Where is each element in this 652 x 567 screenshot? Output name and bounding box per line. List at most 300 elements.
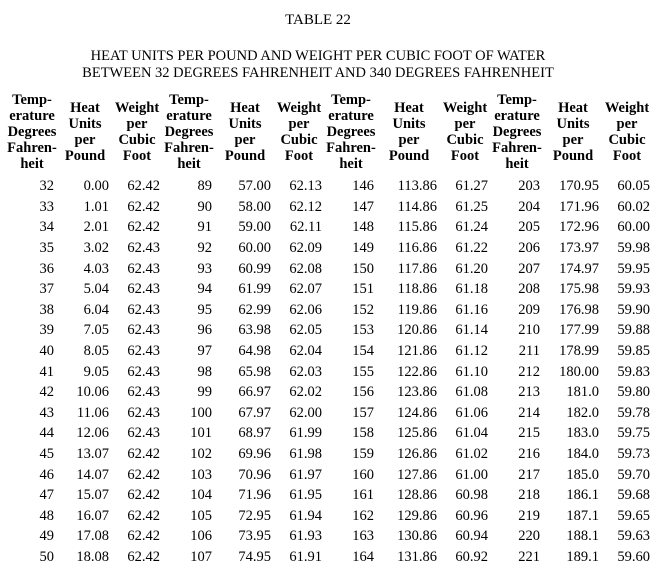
temperature-cell: 215 [518,425,540,442]
weight-cell: 62.42 [127,466,160,483]
header-line: Heat [558,100,588,116]
weight-cell: 62.43 [127,281,160,298]
temperature-header [6,88,58,176]
heat-units-cell: 0.00 [83,178,109,195]
weight-cell: 59.75 [617,425,650,442]
heat-units-cell: 72.95 [238,507,271,524]
table-row [6,423,652,444]
temperature-cell: 211 [518,343,540,360]
temperature-cell: 153 [352,322,374,339]
heat-units-cell: 118.86 [397,281,437,298]
weight-header [440,88,490,176]
header-line: Weight [114,100,160,116]
temperature-cell: 214 [518,404,540,421]
heat-units-cell: 65.98 [238,363,271,380]
heat-units-cell: 116.86 [397,240,437,257]
weight-cell: 59.68 [617,487,650,504]
temperature-cell: 210 [518,322,540,339]
header-line: Weight [276,100,322,116]
header-line: Pound [388,148,430,164]
temperature-cell: 206 [518,240,540,257]
temperature-cell: 104 [190,487,212,504]
heat-units-cell: 10.06 [76,384,109,401]
heat-units-cell: 13.07 [76,446,109,463]
temperature-cell: 208 [518,281,540,298]
header-line: Foot [284,148,314,164]
heat-units-cell: 113.86 [397,178,437,195]
temperature-cell: 39 [39,322,54,339]
weight-cell: 60.98 [455,487,488,504]
weight-cell: 61.02 [455,446,488,463]
water-properties-table [6,88,652,567]
temperature-cell: 159 [352,446,374,463]
header-line: heit [20,156,44,172]
heat-units-cell: 5.04 [83,281,109,298]
heat-units-header [544,88,602,176]
heat-units-cell: 57.00 [238,178,271,195]
temperature-cell: 34 [39,219,54,236]
weight-cell: 62.43 [127,240,160,257]
temperature-cell: 160 [352,466,374,483]
weight-cell: 62.42 [127,219,160,236]
temperature-cell: 216 [518,446,540,463]
temperature-cell: 32 [39,178,54,195]
weight-cell: 61.25 [455,198,488,215]
table-row [6,464,652,485]
temperature-cell: 106 [190,528,212,545]
table-row [6,320,652,341]
header-line: Pound [552,148,594,164]
weight-cell: 62.42 [127,446,160,463]
header-line: Temp- [12,92,52,108]
weight-cell: 59.88 [617,322,650,339]
weight-cell: 61.06 [455,404,488,421]
header-line: Weight [442,100,488,116]
temperature-cell: 103 [190,466,212,483]
heat-units-cell: 130.86 [397,528,437,545]
header-line: Units [392,116,426,132]
heat-units-cell: 115.86 [397,219,437,236]
header-line: Pound [224,148,266,164]
temperature-cell: 146 [352,178,374,195]
header-line: Fahren- [164,140,214,156]
heat-units-cell: 8.05 [83,343,109,360]
header-line: Heat [394,100,424,116]
temperature-cell: 218 [518,487,540,504]
temperature-header [162,88,216,176]
weight-cell: 62.42 [127,507,160,524]
weight-cell: 61.95 [289,487,322,504]
temperature-cell: 95 [197,301,212,318]
temperature-cell: 209 [518,301,540,318]
table-row [6,485,652,506]
temperature-cell: 35 [39,240,54,257]
weight-cell: 62.11 [289,219,322,236]
temperature-cell: 101 [190,425,212,442]
weight-cell: 62.03 [289,363,322,380]
temperature-cell: 43 [39,404,54,421]
temperature-cell: 161 [352,487,374,504]
heat-units-cell: 6.04 [83,301,109,318]
weight-cell: 62.43 [127,322,160,339]
weight-cell: 59.95 [617,260,650,277]
header-line: erature [328,108,374,124]
temperature-cell: 33 [39,198,54,215]
temperature-cell: 156 [352,384,374,401]
temperature-cell: 155 [352,363,374,380]
heat-units-cell: 69.96 [238,446,271,463]
weight-cell: 61.20 [455,260,488,277]
heat-units-cell: 178.99 [559,343,599,360]
heat-units-cell: 64.98 [238,343,271,360]
weight-header [602,88,652,176]
header-line: per [616,116,638,132]
temperature-cell: 149 [352,240,374,257]
heat-units-cell: 177.99 [559,322,599,339]
header-line: per [74,132,96,148]
heat-units-header [216,88,274,176]
table-row [6,217,652,238]
temperature-cell: 91 [197,219,212,236]
header-line: erature [9,108,55,124]
weight-cell: 61.91 [289,548,322,565]
temperature-cell: 97 [197,343,212,360]
table-row [6,197,652,218]
weight-cell: 62.43 [127,343,160,360]
heat-units-cell: 180.00 [559,363,599,380]
heat-units-cell: 67.97 [238,404,271,421]
header-line: per [398,132,420,148]
table-row [6,300,652,321]
weight-cell: 62.12 [289,198,322,215]
temperature-cell: 105 [190,507,212,524]
weight-cell: 61.04 [455,425,488,442]
table-number: TABLE 22 [285,12,351,28]
header-line: per [454,116,476,132]
weight-cell: 61.24 [455,219,488,236]
temperature-cell: 148 [352,219,374,236]
weight-cell: 59.98 [617,240,650,257]
temperature-cell: 158 [352,425,374,442]
header-line: Cubic [446,132,484,148]
temperature-cell: 212 [518,363,540,380]
header-line: heit [339,156,363,172]
heat-units-cell: 14.07 [76,466,109,483]
heat-units-cell: 189.1 [566,548,599,565]
temperature-cell: 164 [352,548,374,565]
weight-cell: 62.42 [127,548,160,565]
heat-units-cell: 17.08 [76,528,109,545]
weight-cell: 61.18 [455,281,488,298]
heat-units-cell: 186.1 [566,487,599,504]
header-line: Units [68,116,102,132]
header-line: erature [166,108,212,124]
header-line: Fahren- [492,140,542,156]
header-line: Temp- [331,92,371,108]
heat-units-cell: 62.99 [238,301,271,318]
temperature-cell: 47 [39,487,54,504]
weight-cell: 61.22 [455,240,488,257]
heat-units-cell: 188.1 [566,528,599,545]
weight-cell: 62.43 [127,301,160,318]
temperature-cell: 217 [518,466,540,483]
heat-units-cell: 3.02 [83,240,109,257]
weight-cell: 62.42 [127,528,160,545]
weight-cell: 61.12 [455,343,488,360]
heat-units-cell: 181.0 [566,384,599,401]
temperature-cell: 46 [39,466,54,483]
heat-units-cell: 183.0 [566,425,599,442]
weight-cell: 62.13 [289,178,322,195]
heat-units-cell: 129.86 [397,507,437,524]
header-line: Degrees [326,124,376,140]
header-line: Cubic [608,132,646,148]
temperature-cell: 150 [352,260,374,277]
weight-cell: 59.93 [617,281,650,298]
header-line: Foot [612,148,642,164]
header-line: Temp- [497,92,537,108]
temperature-cell: 99 [197,384,212,401]
temperature-cell: 147 [352,198,374,215]
weight-cell: 61.10 [455,363,488,380]
heat-units-header [378,88,440,176]
table-row [6,444,652,465]
temperature-header [490,88,544,176]
heat-units-cell: 119.86 [397,301,437,318]
weight-cell: 60.96 [455,507,488,524]
heat-units-cell: 7.05 [83,322,109,339]
heat-units-cell: 58.00 [238,198,271,215]
table-row [6,258,652,279]
heat-units-cell: 173.97 [559,240,599,257]
header-line: Fahren- [7,140,57,156]
header-line: Units [556,116,590,132]
temperature-cell: 151 [352,281,374,298]
heat-units-cell: 176.98 [559,301,599,318]
weight-cell: 59.73 [617,446,650,463]
heat-units-cell: 60.99 [238,260,271,277]
header-row [6,88,652,176]
weight-cell: 60.05 [617,178,650,195]
weight-cell: 59.60 [617,548,650,565]
temperature-cell: 45 [39,446,54,463]
temperature-cell: 89 [197,178,212,195]
temperature-cell: 204 [518,198,540,215]
table-row [6,279,652,300]
heat-units-cell: 11.06 [76,404,109,421]
weight-cell: 61.98 [289,446,322,463]
heat-units-cell: 15.07 [76,487,109,504]
heat-units-cell: 120.86 [397,322,437,339]
temperature-cell: 94 [197,281,212,298]
temperature-cell: 219 [518,507,540,524]
weight-cell: 62.00 [289,404,322,421]
heat-units-cell: 114.86 [397,198,437,215]
header-line: per [234,132,256,148]
weight-cell: 62.04 [289,343,322,360]
table-body [6,176,652,567]
temperature-cell: 49 [39,528,54,545]
header-line: Fahren- [326,140,376,156]
weight-cell: 59.83 [617,363,650,380]
weight-cell: 59.80 [617,384,650,401]
weight-cell: 62.05 [289,322,322,339]
table-row [6,403,652,424]
temperature-cell: 100 [190,404,212,421]
temperature-cell: 44 [39,425,54,442]
weight-cell: 62.43 [127,363,160,380]
header-line: Temp- [169,92,209,108]
header-line: Heat [70,100,100,116]
heat-units-cell: 73.95 [238,528,271,545]
temperature-cell: 205 [518,219,540,236]
weight-cell: 62.09 [289,240,322,257]
heat-units-cell: 121.86 [397,343,437,360]
weight-cell: 59.63 [617,528,650,545]
weight-cell: 60.02 [617,198,650,215]
heat-units-cell: 172.96 [559,219,599,236]
heat-units-cell: 185.0 [566,466,599,483]
temperature-cell: 152 [352,301,374,318]
weight-cell: 62.43 [127,425,160,442]
temperature-cell: 107 [190,548,212,565]
heat-units-cell: 182.0 [566,404,599,421]
temperature-cell: 37 [39,281,54,298]
temperature-cell: 98 [197,363,212,380]
temperature-cell: 41 [39,363,54,380]
heat-units-cell: 175.98 [559,281,599,298]
weight-cell: 61.93 [289,528,322,545]
weight-cell: 61.97 [289,466,322,483]
weight-header [112,88,162,176]
table-row [6,361,652,382]
table-row [6,382,652,403]
heat-units-cell: 123.86 [397,384,437,401]
weight-cell: 62.43 [127,260,160,277]
heat-units-header [58,88,112,176]
heat-units-cell: 128.86 [397,487,437,504]
table-row [6,547,652,567]
table-row [6,238,652,259]
header-line: Degrees [164,124,214,140]
title-line-2: BETWEEN 32 DEGREES FAHRENHEIT AND 340 DEGREES FAHRENHEIT [82,65,554,81]
heat-units-cell: 9.05 [83,363,109,380]
temperature-cell: 50 [39,548,54,565]
weight-cell: 60.92 [455,548,488,565]
temperature-cell: 36 [39,260,54,277]
heat-units-cell: 127.86 [397,466,437,483]
heat-units-cell: 170.95 [559,178,599,195]
heat-units-cell: 122.86 [397,363,437,380]
temperature-cell: 221 [518,548,540,565]
weight-cell: 62.43 [127,384,160,401]
table-title [0,48,636,82]
temperature-cell: 203 [518,178,540,195]
heat-units-cell: 61.99 [238,281,271,298]
weight-cell: 60.94 [455,528,488,545]
header-line: heit [177,156,201,172]
temperature-cell: 93 [197,260,212,277]
heat-units-cell: 63.98 [238,322,271,339]
heat-units-cell: 1.01 [83,198,109,215]
heat-units-cell: 117.86 [397,260,437,277]
header-line: per [126,116,148,132]
heat-units-cell: 60.00 [238,240,271,257]
table-row [6,176,652,197]
heat-units-cell: 12.06 [76,425,109,442]
table-row [6,506,652,527]
heat-units-cell: 16.07 [76,507,109,524]
temperature-cell: 38 [39,301,54,318]
heat-units-cell: 59.00 [238,219,271,236]
heat-units-cell: 131.86 [397,548,437,565]
weight-cell: 61.00 [455,466,488,483]
weight-cell: 62.06 [289,301,322,318]
temperature-cell: 92 [197,240,212,257]
weight-cell: 60.00 [617,219,650,236]
weight-cell: 61.99 [289,425,322,442]
weight-cell: 62.07 [289,281,322,298]
header-line: Foot [450,148,480,164]
header-line: Degrees [7,124,57,140]
weight-cell: 59.65 [617,507,650,524]
header-line: Heat [230,100,260,116]
weight-cell: 61.94 [289,507,322,524]
header-line: Units [228,116,262,132]
heat-units-cell: 66.97 [238,384,271,401]
temperature-cell: 163 [352,528,374,545]
temperature-cell: 90 [197,198,212,215]
weight-header [274,88,324,176]
temperature-cell: 162 [352,507,374,524]
weight-cell: 61.16 [455,301,488,318]
temperature-cell: 102 [190,446,212,463]
header-line: Degrees [492,124,542,140]
temperature-cell: 154 [352,343,374,360]
temperature-cell: 48 [39,507,54,524]
table-row [6,526,652,547]
header-line: per [562,132,584,148]
heat-units-cell: 184.0 [566,446,599,463]
temperature-cell: 207 [518,260,540,277]
weight-cell: 62.08 [289,260,322,277]
weight-cell: 62.42 [127,487,160,504]
header-line: per [288,116,310,132]
weight-cell: 61.14 [455,322,488,339]
temperature-cell: 157 [352,404,374,421]
weight-cell: 62.42 [127,178,160,195]
temperature-cell: 42 [39,384,54,401]
weight-cell: 62.42 [127,198,160,215]
table-row [6,341,652,362]
temperature-cell: 220 [518,528,540,545]
header-line: Cubic [280,132,318,148]
heat-units-cell: 4.03 [83,260,109,277]
header-line: Foot [122,148,152,164]
heat-units-cell: 126.86 [397,446,437,463]
temperature-header [324,88,378,176]
temperature-cell: 40 [39,343,54,360]
heat-units-cell: 187.1 [566,507,599,524]
heat-units-cell: 125.86 [397,425,437,442]
heat-units-cell: 74.95 [238,548,271,565]
header-line: Pound [64,148,106,164]
title-line-1: HEAT UNITS PER POUND AND WEIGHT PER CUBIC FOOT OF WATER [90,48,546,64]
heat-units-cell: 18.08 [76,548,109,565]
heat-units-cell: 71.96 [238,487,271,504]
weight-cell: 59.85 [617,343,650,360]
temperature-cell: 96 [197,322,212,339]
